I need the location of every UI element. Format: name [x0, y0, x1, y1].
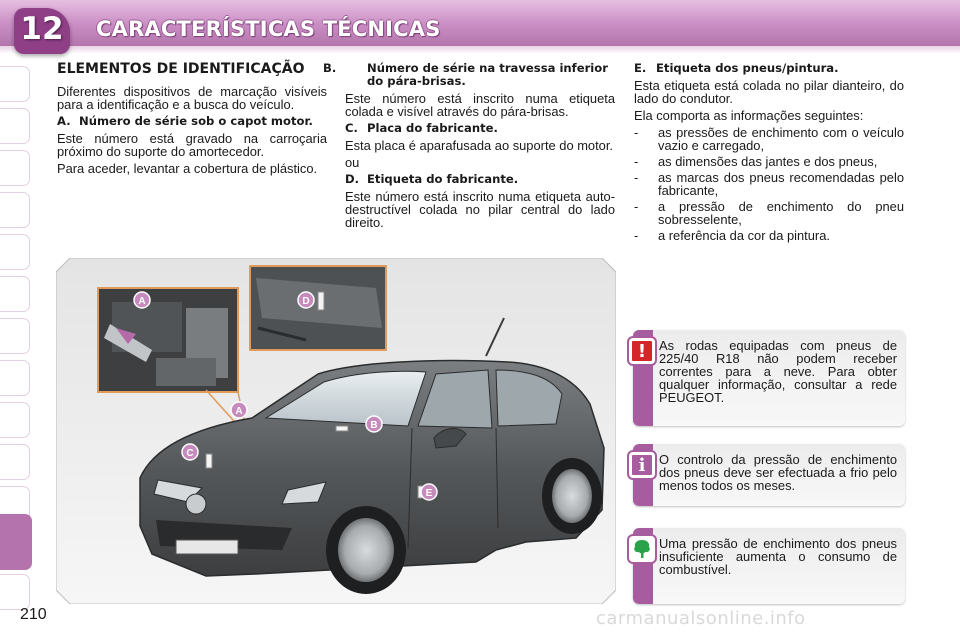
marker-label: C — [186, 448, 194, 459]
list-item-text: as marcas dos pneus recomendadas pelo fabricante, — [658, 170, 904, 198]
bullet-dash: - — [634, 228, 639, 243]
chapter-tab[interactable] — [0, 108, 30, 144]
page-title: CARACTERÍSTICAS TÉCNICAS — [96, 17, 441, 41]
info-icon — [629, 452, 655, 478]
bullet-dash: - — [634, 199, 639, 214]
item-e-text: Esta etiqueta está colada no pilar dianteiro, do lado do condutor. — [634, 78, 904, 106]
front-wheel — [326, 506, 406, 594]
item-a-title: Número de série sob o capot motor. — [79, 114, 313, 128]
tree-icon — [633, 539, 651, 559]
column-serial-numbers — [323, 61, 615, 233]
item-a-access-text: Para aceder, levantar a cobertura de plástico. — [57, 161, 318, 176]
or-text: ou — [345, 155, 360, 170]
item-b-letter: B. — [323, 61, 337, 75]
list-item — [634, 200, 904, 226]
warning-note-text: As rodas equipadas com pneus de 225/40 R18 não podem receber correntes para a neve. Para obter qualquer informação, consultar a rede PEUGEOT. — [659, 338, 897, 405]
eco-note-text: Uma pressão de enchimento dos pneus insuficiente aumenta o consumo de combustível. — [659, 536, 897, 577]
chapter-tab[interactable] — [0, 318, 30, 354]
chapter-tab[interactable] — [0, 66, 30, 102]
marker-label: A — [235, 406, 243, 417]
chapter-tab[interactable] — [0, 402, 30, 438]
car-identification-illustration — [56, 258, 616, 604]
item-d-letter: D. — [345, 172, 360, 186]
chapter-tab[interactable] — [0, 234, 30, 270]
marker-e — [421, 484, 437, 500]
warning-icon — [629, 338, 655, 364]
list-item — [634, 126, 904, 152]
item-a-letter: A. — [57, 114, 71, 128]
marker-label: D — [302, 296, 310, 307]
info-note — [633, 444, 905, 506]
item-d-heading — [345, 173, 615, 186]
eco-note — [633, 528, 905, 604]
list-item-text: a pressão de enchimento do pneu sobresselente, — [658, 199, 904, 227]
watermark: carmanualsonline.info — [596, 608, 806, 629]
chapter-tab[interactable] — [0, 574, 30, 610]
item-a-heading — [57, 115, 327, 128]
item-c-letter: C. — [345, 121, 358, 135]
inset-engine-bay — [98, 288, 238, 392]
item-e-heading — [634, 62, 904, 75]
column-identification — [57, 62, 327, 179]
eco-tree-icon — [629, 536, 655, 562]
item-b-text: Este número está inscrito numa etiqueta colada e visível através do pára-brisas. — [345, 91, 615, 119]
list-item — [634, 155, 904, 168]
item-c-title: Placa do fabricante. — [367, 121, 498, 135]
item-c-heading — [345, 122, 615, 135]
section-title: ELEMENTOS DE IDENTIFICAÇÃO — [57, 61, 305, 77]
marker-a-inset — [134, 292, 150, 308]
item-e-title: Etiqueta dos pneus/pintura. — [656, 61, 839, 75]
item-d-text: Este número está inscrito numa etiqueta auto-destructível colada no pilar central do lado direito. — [345, 189, 615, 230]
bullet-dash: - — [634, 125, 639, 140]
chapter-tab[interactable] — [0, 276, 30, 312]
bullet-dash: - — [634, 170, 639, 185]
page-number: 210 — [20, 606, 47, 623]
marker-label: B — [370, 420, 378, 431]
item-e-info-text: Ela comporta as informações seguintes: — [634, 108, 864, 123]
item-d-title: Etiqueta do fabricante. — [367, 172, 519, 186]
chapter-tab[interactable] — [0, 150, 30, 186]
item-c-text: Esta placa é aparafusada ao suporte do motor. — [345, 138, 614, 153]
list-item-text: as pressões de enchimento com o veículo vazio e carregado, — [658, 125, 904, 153]
chapter-number: 12 — [20, 11, 64, 47]
item-b-heading — [323, 61, 615, 88]
header-divider — [0, 46, 960, 54]
marker-d — [298, 292, 314, 308]
chapter-tab-active[interactable] — [0, 514, 32, 570]
info-glyph: i — [638, 454, 646, 476]
marker-a — [231, 402, 247, 418]
marker-label: E — [425, 488, 433, 499]
inset-pillar — [250, 266, 386, 350]
info-note-text: O controlo da pressão de enchimento dos pneus deve ser efectuada a frio pelo menos todos os meses. — [659, 452, 897, 493]
item-a-text: Este número está gravado na carroçaria próximo do suporte do amortecedor. — [57, 131, 327, 159]
chapter-tab[interactable] — [0, 360, 30, 396]
marker-b — [366, 416, 382, 432]
list-item-text: as dimensões das jantes e dos pneus, — [658, 154, 878, 169]
chapter-tab[interactable] — [0, 444, 30, 480]
list-item — [634, 229, 904, 242]
warning-note — [633, 330, 905, 426]
list-item-text: a referência da cor da pintura. — [658, 228, 830, 243]
rear-wheel — [542, 458, 602, 534]
intro-text: Diferentes dispositivos de marcação visíveis para a identificação e a busca do veículo. — [57, 84, 327, 112]
marker-c — [182, 444, 198, 460]
item-e-letter: E. — [634, 61, 647, 75]
warning-glyph: ! — [637, 340, 647, 362]
chapter-tab[interactable] — [0, 192, 30, 228]
item-b-title: Número de série na travessa inferior do pára-brisas. — [367, 61, 608, 88]
bullet-dash: - — [634, 154, 639, 169]
column-tyre-label — [634, 62, 904, 245]
list-item — [634, 171, 904, 197]
marker-label: A — [138, 296, 146, 307]
